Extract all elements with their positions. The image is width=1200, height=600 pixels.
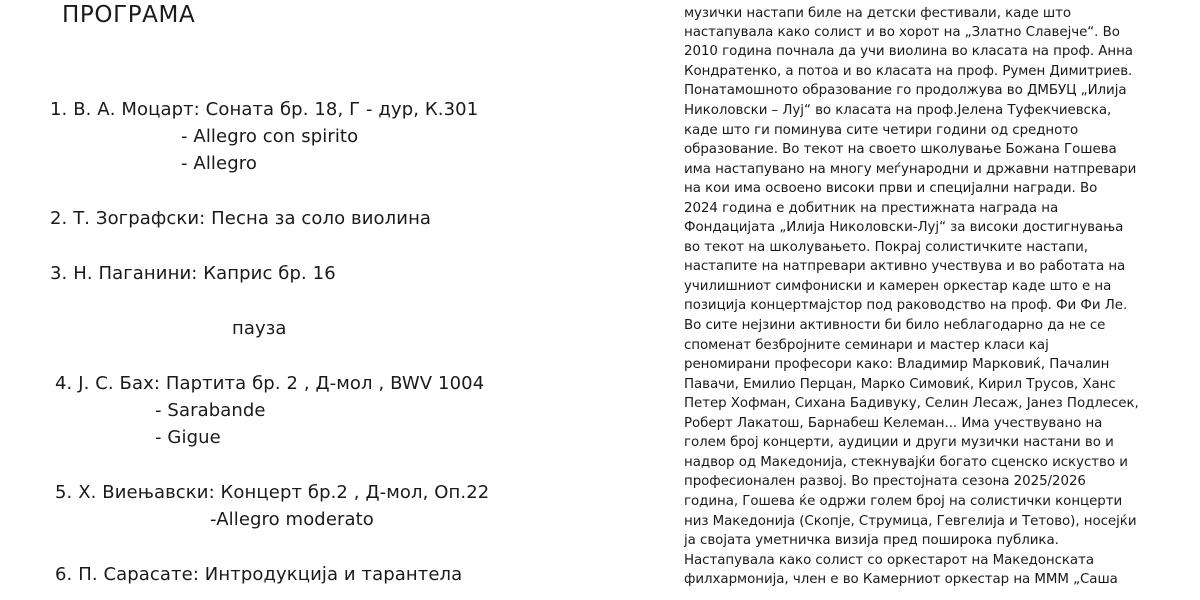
biography-column xyxy=(684,0,1194,600)
program-item-1: 1. В. А. Моцарт: Соната бр. 18, Г - дур, К.301 xyxy=(50,99,479,120)
program-item-4: 4. J. С. Бах: Партита бр. 2 , Д-мол , BWV 1004 xyxy=(55,373,485,394)
bio-line: филхармонија, член е во Камерниот оркестар на МММ „Саша xyxy=(684,572,1118,587)
bio-line: образование. Во текот на своето школување Божана Гошева xyxy=(684,142,1117,157)
program-item-6: 6. П. Сарасате: Интродукција и тарантела xyxy=(55,564,463,585)
bio-line: 2024 година е добитник на престижната награда на xyxy=(684,201,1059,216)
bio-line: училишниот симфониски и камерен оркестар каде што е на xyxy=(684,279,1112,294)
bio-line: реномирани професори како: Владимир Марковиќ, Пачалин xyxy=(684,357,1110,372)
program-item-1-movement-1: - Allegro con spirito xyxy=(181,126,359,147)
program-item-1-movement-2: - Allegro xyxy=(181,153,257,174)
bio-line: Кондратенко, а потоа и во класата на проф. Румен Димитриев. xyxy=(684,64,1133,79)
program-item-5: 5. Х. Виењавски: Концерт бр.2 , Д-мол, Оп.22 xyxy=(55,482,490,503)
bio-line: Николовски – Луј“ во класата на проф.Јелена Туфекчиевска, xyxy=(684,103,1112,118)
bio-line: голем број концерти, аудиции и други музички настани во и xyxy=(684,435,1114,450)
bio-line: Во сите нејзини активности би било неблагодарно да не се xyxy=(684,318,1106,333)
bio-line: Фондацијата „Илија Николовски-Луј“ за високи достигнувања xyxy=(684,220,1124,235)
program-item-2: 2. Т. Зографски: Песна за соло виолина xyxy=(50,208,432,229)
bio-line: професионален развој. Во престојната сезона 2025/2026 xyxy=(684,474,1086,489)
program-title: ПРОГРАМА xyxy=(62,2,196,28)
program-item-4-movement-1: - Sarabande xyxy=(155,400,266,421)
intermission-label: пауза xyxy=(232,318,287,339)
bio-line: Павачи, Емилио Перцан, Марко Симовиќ, Кирил Трусов, Ханс xyxy=(684,377,1116,392)
bio-line: 2010 година почнала да учи виолина во класата на проф. Анна xyxy=(684,44,1133,59)
bio-line: Настапувала како солист со оркестарот на Македонската xyxy=(684,553,1094,568)
bio-line: Роберт Лакатош, Барнабеш Келеман... Има учествувано на xyxy=(684,416,1103,431)
bio-line: каде што ги поминува сите четири години од средното xyxy=(684,123,1079,138)
program-item-4-movement-2: - Gigue xyxy=(155,427,221,448)
bio-line: на кои има освоено високи први и специјални награди. Во xyxy=(684,181,1098,196)
bio-line: надвор од Македонија, стекнувајќи богато сценско искуство и xyxy=(684,455,1128,470)
bio-line: во текот на школувањето. Покрај солистичките настапи, xyxy=(684,240,1088,255)
bio-line: музички настапи биле на детски фестивали, каде што xyxy=(684,6,1072,21)
bio-line: низ Македонија (Скопје, Струмица, Гевгелија и Тетово), носејќи xyxy=(684,514,1137,529)
bio-line: споменат безбројните семинари и мастер класи кај xyxy=(684,338,1049,353)
bio-line: Петер Хофман, Сихана Бадивуку, Селин Лесаж, Јанез Подлесек, xyxy=(684,396,1139,411)
bio-line: Понатамошното образование го продолжува во ДМБУЦ „Илија xyxy=(684,83,1127,98)
bio-line: година, Гошева ќе одржи голем број на солистички концерти xyxy=(684,494,1123,509)
bio-line: настапите на натпревари активно учествува и во работата на xyxy=(684,259,1126,274)
bio-line: настапувала како солист и во хорот на „Златно Славејче“. Во xyxy=(684,25,1120,40)
bio-line: има настапувано на многу меѓународни и државни натпревари xyxy=(684,162,1137,177)
program-item-5-movement-1: -Allegro moderato xyxy=(210,509,374,530)
program-item-3: 3. Н. Паганини: Каприс бр. 16 xyxy=(50,263,336,284)
bio-line: ја својата уметничка визија пред поширока публика. xyxy=(684,533,1059,548)
bio-line: позиција концертмајстор под раководство на проф. Фи Фи Ле. xyxy=(684,298,1128,313)
